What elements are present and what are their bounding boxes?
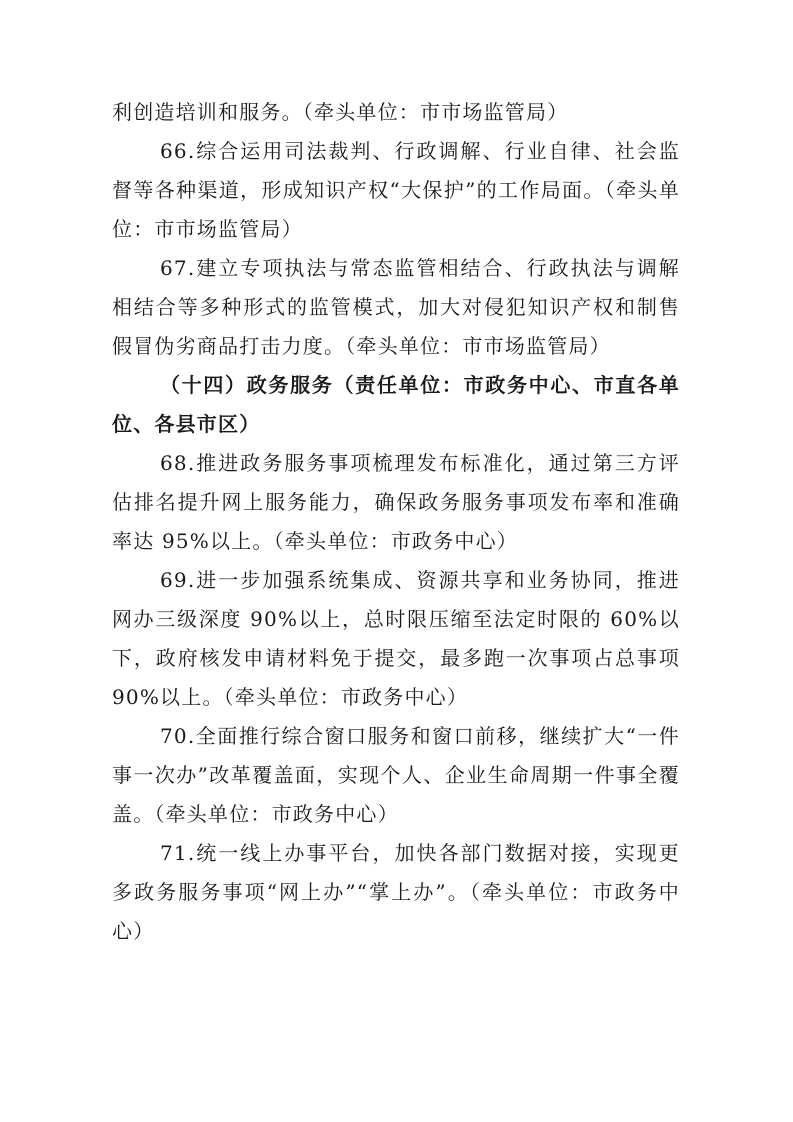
paragraph-item-68: 68.推进政务服务事项梳理发布标准化，通过第三方评估排名提升网上服务能力，确保政务服务事项发布率和准确率达 95%以上。（牵头单位：市政务中心）: [112, 451, 680, 553]
document-body: [112, 93, 680, 951]
paragraph-item-69: 69.进一步加强系统集成、资源共享和业务协同，推进网办三级深度 90%以上，总时限压缩至法定时限的 60%以下，政府核发申请材料免于提交，最多跑一次事项占总事项 90%以上。（牵头单位：市政务中心）: [112, 568, 680, 709]
paragraph-item-70: 70.全面推行综合窗口服务和窗口前移，继续扩大“一件事一次办”改革覆盖面，实现个人、企业生命周期一件事全覆盖。（牵头单位：市政务中心）: [112, 724, 680, 826]
paragraph-item-71: 71.统一线上办事平台，加快各部门数据对接，实现更多政务服务事项“网上办”“掌上办”。（牵头单位：市政务中心）: [112, 841, 680, 943]
paragraph-continuation: 利创造培训和服务。（牵头单位：市市场监管局）: [112, 100, 569, 124]
paragraph-item-67: 67.建立专项执法与常态监管相结合、行政执法与调解相结合等多种形式的监管模式，加大对侵犯知识产权和制售假冒伪劣商品打击力度。（牵头单位：市市场监管局）: [112, 256, 680, 358]
section-heading-14: （十四）政务服务（责任单位：市政务中心、市直各单位、各县市区）: [112, 373, 680, 436]
paragraph-item-66: 66.综合运用司法裁判、行政调解、行业自律、社会监督等各种渠道，形成知识产权“大保护”的工作局面。（牵头单位：市市场监管局）: [112, 139, 680, 241]
